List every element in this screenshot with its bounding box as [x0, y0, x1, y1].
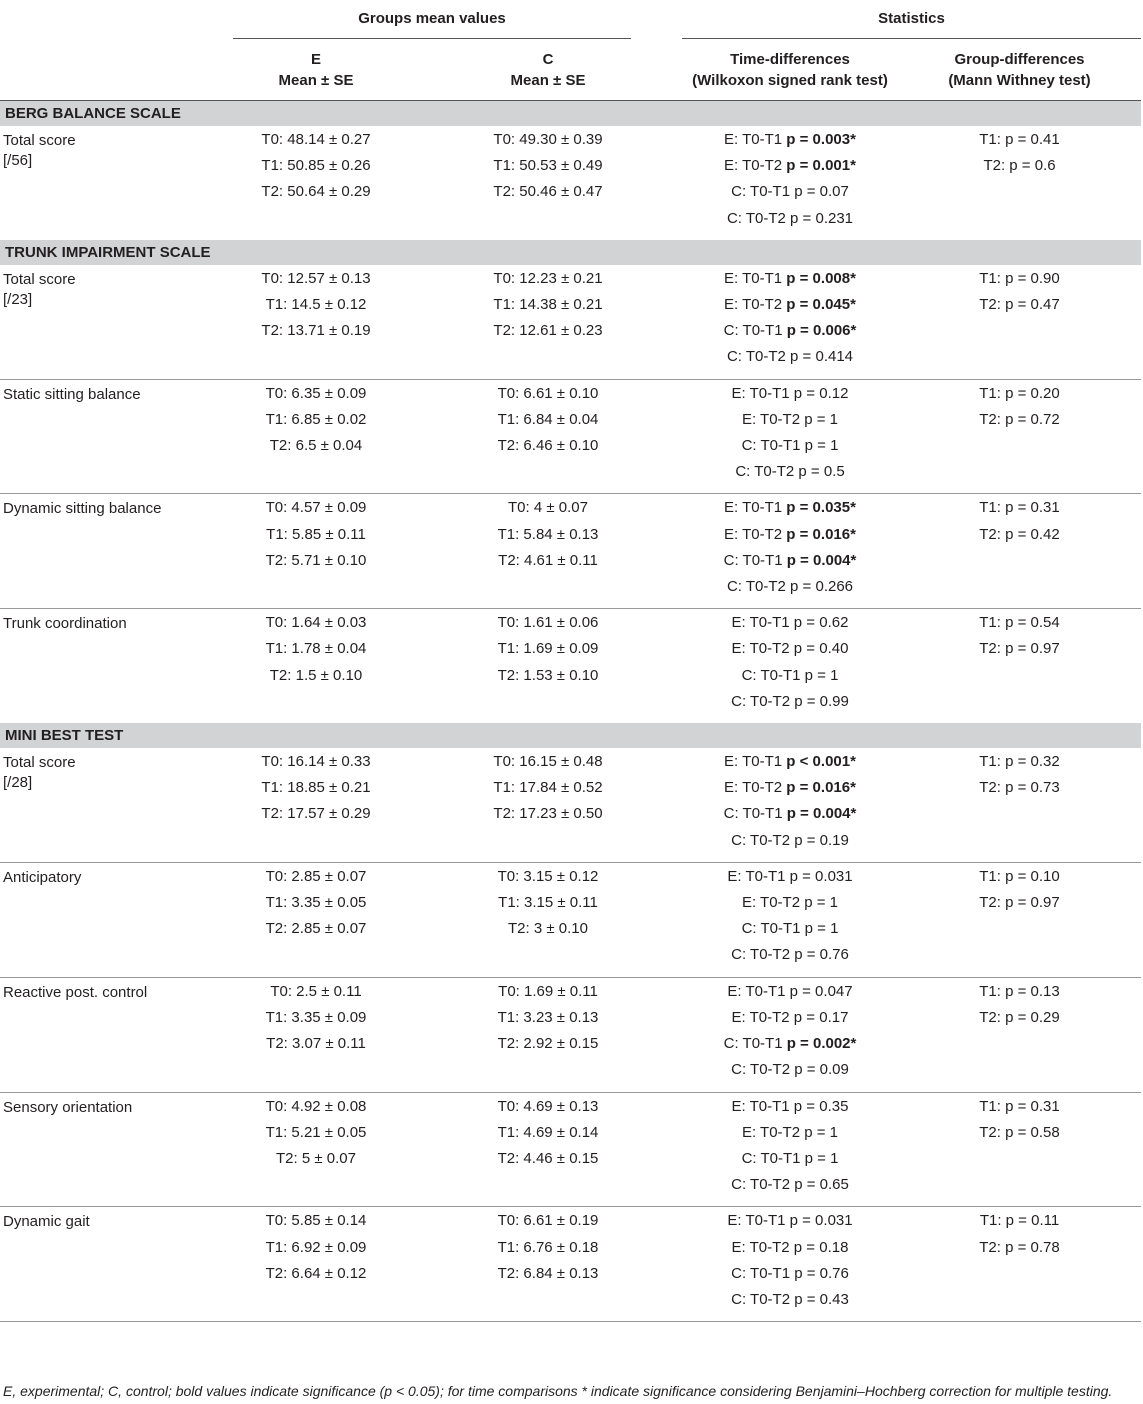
comparison-label: C: T0-T1	[731, 1264, 791, 1282]
comparison-label: E: T0-T2	[724, 779, 783, 797]
group-c-value: T1: 6.84 ± 0.04	[497, 410, 599, 428]
significant-p-value: p = 0.008*	[786, 269, 856, 287]
p-value: p = 1	[804, 410, 839, 428]
group-c-values	[465, 1207, 631, 1322]
group-e-value: T0: 4.57 ± 0.09	[265, 499, 367, 517]
p-value: p = 1	[804, 437, 839, 455]
measure-label: Total score	[3, 132, 76, 149]
table-row	[0, 494, 1141, 609]
time-difference-entry	[682, 344, 898, 370]
time-difference-entry	[682, 127, 898, 153]
comparison-label: E: T0-T1	[727, 982, 786, 1000]
group-e-value: T0: 1.64 ± 0.03	[265, 614, 367, 632]
time-differences	[682, 1092, 898, 1207]
measure-label-cell	[0, 494, 233, 609]
p-value: p = 0.43	[794, 1290, 849, 1308]
group-difference-entry: T2: p = 0.58	[979, 1123, 1060, 1141]
comparison-label: C: T0-T2	[731, 1290, 791, 1308]
comparison-label: E: T0-T2	[724, 525, 783, 543]
comparison-label: E: T0-T1	[727, 867, 786, 885]
group-difference-entry: T1: p = 0.20	[979, 384, 1060, 402]
comparison-label: C: T0-T2	[731, 831, 791, 849]
group-difference-entry: T1: p = 0.31	[979, 499, 1060, 517]
comparison-label: E: T0-T2	[741, 410, 801, 428]
group-differences	[898, 1092, 1141, 1207]
comparison-label: C: T0-T2	[731, 692, 791, 710]
comparison-label: E: T0-T2	[731, 1238, 790, 1256]
group-e-values	[233, 1207, 399, 1322]
time-difference-entry	[682, 749, 898, 775]
group-differences	[898, 265, 1141, 379]
group-e-values	[233, 609, 399, 723]
time-difference-entry	[682, 1094, 898, 1120]
group-e-value: T1: 50.85 ± 0.26	[261, 157, 371, 175]
group-difference-entry: T2: p = 0.42	[979, 525, 1060, 543]
time-difference-entry	[682, 522, 898, 548]
group-c-value: T0: 12.23 ± 0.21	[493, 269, 603, 287]
time-difference-entry	[682, 292, 898, 318]
table-row	[0, 977, 1141, 1092]
group-e-values	[233, 379, 399, 494]
comparison-label: E: T0-T1	[731, 1097, 790, 1115]
group-difference-entry: T1: p = 0.31	[979, 1097, 1060, 1115]
measure-label-cell	[0, 748, 233, 862]
group-c-values	[465, 748, 631, 862]
time-difference-entry	[682, 1261, 898, 1287]
measure-label: Dynamic sitting balance	[3, 500, 162, 518]
section-title: TRUNK IMPAIRMENT SCALE	[0, 240, 1141, 265]
group-c-value: T1: 4.69 ± 0.14	[497, 1123, 599, 1141]
group-e-values	[233, 862, 399, 977]
section-title: MINI BEST TEST	[0, 723, 1141, 748]
time-difference-entry	[682, 179, 898, 205]
time-difference-entry	[682, 1005, 898, 1031]
group-differences	[898, 126, 1141, 240]
table-row	[0, 1207, 1141, 1322]
p-value: p = 1	[804, 894, 839, 912]
time-difference-entry	[682, 407, 898, 433]
time-difference-entry	[682, 548, 898, 574]
group-differences	[898, 609, 1141, 723]
comparison-label: C: T0-T1	[723, 805, 783, 823]
group-difference-entry: T1: p = 0.90	[979, 269, 1060, 287]
comparison-label: C: T0-T2	[726, 209, 786, 227]
group-c-value: T1: 6.76 ± 0.18	[497, 1238, 599, 1256]
table-row	[0, 609, 1141, 723]
significant-p-value: p = 0.004*	[786, 805, 857, 823]
p-value: p = 0.65	[794, 1176, 849, 1194]
comparison-label: E: T0-T1	[731, 614, 790, 632]
group-c-value: T2: 3 ± 0.10	[508, 920, 588, 938]
significant-p-value: p = 0.006*	[786, 322, 857, 340]
table-row	[0, 379, 1141, 494]
time-difference-entry	[682, 1235, 898, 1261]
group-c-value: T0: 1.69 ± 0.11	[498, 982, 598, 1000]
table-row	[0, 126, 1141, 240]
time-differences	[682, 862, 898, 977]
group-c-value: T2: 1.53 ± 0.10	[497, 666, 599, 684]
comparison-label: E: T0-T1	[731, 384, 790, 402]
group-e-value: T1: 6.92 ± 0.09	[265, 1238, 367, 1256]
group-difference-entry: T1: p = 0.41	[979, 131, 1060, 148]
group-c-values	[465, 265, 631, 379]
p-value: p = 0.5	[798, 463, 845, 481]
group-difference-entry: T2: p = 0.73	[979, 779, 1060, 797]
group-e-value: T1: 3.35 ± 0.05	[265, 894, 367, 912]
measure-label-cell	[0, 609, 233, 723]
time-difference-entry	[682, 153, 898, 179]
measure-label-cell	[0, 977, 233, 1092]
group-c-value: T2: 50.46 ± 0.47	[493, 183, 603, 201]
measure-label: Reactive post. control	[3, 983, 148, 1001]
group-c-values	[465, 977, 631, 1092]
significant-p-value: p = 0.002*	[786, 1035, 857, 1053]
time-difference-entry	[682, 459, 898, 485]
section-header-row	[0, 101, 1141, 127]
group-e-value: T1: 5.85 ± 0.11	[266, 525, 366, 543]
group-e-value: T0: 5.85 ± 0.14	[265, 1212, 367, 1230]
group-c-values	[465, 379, 631, 494]
time-difference-entry	[682, 1208, 898, 1234]
comparison-label: C: T0-T1	[741, 437, 801, 455]
time-differences	[682, 379, 898, 494]
measure-label-cell	[0, 265, 233, 379]
time-differences	[682, 748, 898, 862]
time-differences	[682, 126, 898, 240]
group-differences	[898, 748, 1141, 862]
table-row	[0, 1092, 1141, 1207]
measure-label-cell	[0, 1207, 233, 1322]
comparison-label: C: T0-T2	[735, 463, 795, 481]
comparison-label: C: T0-T2	[731, 1061, 791, 1079]
comparison-label: E: T0-T1	[724, 753, 783, 771]
groups-mean-values-header: Groups mean values	[233, 0, 631, 40]
group-c-values	[465, 494, 631, 609]
significant-p-value: p = 0.004*	[786, 551, 857, 569]
p-value: p = 0.266	[790, 578, 854, 596]
table-footnote: E, experimental; C, control; bold values indicate significance (p < 0.05); for time comparisons * indicate significance considering Benjamini–Hochberg correction for multiple testing.	[3, 1383, 1113, 1399]
table-row	[0, 748, 1141, 862]
group-difference-entry: T2: p = 0.6	[983, 157, 1056, 175]
significant-p-value: p = 0.003*	[786, 131, 856, 148]
time-difference-entry	[682, 828, 898, 854]
group-differences	[898, 494, 1141, 609]
comparison-label: E: T0-T2	[724, 296, 783, 314]
section-header-row	[0, 723, 1141, 748]
significant-p-value: p < 0.001*	[786, 753, 856, 771]
group-differences	[898, 379, 1141, 494]
time-difference-entry	[682, 979, 898, 1005]
group-e-value: T2: 5.71 ± 0.10	[265, 551, 367, 569]
measure-label: Anticipatory	[3, 868, 82, 886]
measure-label-cell	[0, 1092, 233, 1207]
group-difference-entry: T2: p = 0.29	[979, 1008, 1060, 1026]
group-c-value: T1: 5.84 ± 0.13	[497, 525, 599, 543]
table-header	[0, 0, 1141, 101]
group-difference-entry: T2: p = 0.78	[979, 1238, 1060, 1256]
group-differences	[898, 977, 1141, 1092]
group-c-value: T2: 6.46 ± 0.10	[497, 437, 599, 455]
time-differences	[682, 494, 898, 609]
time-difference-entry	[682, 942, 898, 968]
measure-range: [/23]	[3, 290, 33, 308]
time-difference-entry	[682, 864, 898, 890]
group-e-value: T2: 6.64 ± 0.12	[265, 1264, 367, 1282]
group-e-value: T1: 18.85 ± 0.21	[261, 779, 371, 797]
measure-label-cell	[0, 379, 233, 494]
time-difference-entry	[682, 1172, 898, 1198]
group-c-value: T1: 1.69 ± 0.09	[497, 640, 599, 658]
column-c-header: C Mean ± SE	[465, 40, 631, 101]
time-difference-entry	[682, 206, 898, 232]
measure-label: Static sitting balance	[3, 385, 141, 403]
section-header-row	[0, 240, 1141, 265]
measure-label: Dynamic gait	[3, 1213, 90, 1231]
p-value: p = 0.18	[793, 1238, 849, 1256]
time-differences	[682, 265, 898, 379]
comparison-label: E: T0-T1	[724, 131, 783, 148]
group-e-value: T0: 16.14 ± 0.33	[261, 753, 371, 771]
group-e-value: T2: 1.5 ± 0.10	[269, 666, 363, 684]
group-e-value: T2: 5 ± 0.07	[276, 1149, 356, 1167]
comparison-label: C: T0-T1	[723, 551, 783, 569]
group-e-value: T1: 14.5 ± 0.12	[265, 296, 367, 314]
p-value: p = 0.40	[793, 640, 849, 658]
p-value: p = 0.07	[794, 183, 849, 201]
group-difference-entry: T2: p = 0.97	[979, 640, 1060, 658]
p-value: p = 1	[804, 1149, 839, 1167]
group-e-value: T2: 13.71 ± 0.19	[261, 322, 371, 340]
p-value: p = 0.09	[794, 1061, 849, 1079]
group-c-value: T0: 6.61 ± 0.10	[497, 384, 599, 402]
comparison-label: C: T0-T1	[741, 920, 801, 938]
time-differences	[682, 609, 898, 723]
group-c-values	[465, 609, 631, 723]
comparison-label: E: T0-T1	[727, 1212, 786, 1230]
comparison-label: C: T0-T1	[723, 322, 783, 340]
measure-label-cell	[0, 126, 233, 240]
time-difference-entry	[682, 1120, 898, 1146]
comparison-label: E: T0-T2	[724, 157, 783, 175]
time-differences	[682, 1207, 898, 1322]
time-differences	[682, 977, 898, 1092]
group-e-value: T2: 6.5 ± 0.04	[269, 437, 363, 455]
significant-p-value: p = 0.035*	[786, 499, 856, 517]
comparison-label: C: T0-T1	[723, 1035, 783, 1053]
time-difference-entry	[682, 266, 898, 292]
group-c-value: T0: 6.61 ± 0.19	[497, 1212, 599, 1230]
measure-label: Trunk coordination	[3, 615, 127, 633]
comparison-label: E: T0-T1	[724, 269, 783, 287]
table-row	[0, 862, 1141, 977]
group-e-value: T0: 2.5 ± 0.11	[270, 982, 362, 1000]
p-value: p = 0.19	[794, 831, 849, 849]
p-value: p = 0.99	[794, 692, 849, 710]
group-difference-entry: T2: p = 0.72	[979, 410, 1060, 428]
group-c-values	[465, 1092, 631, 1207]
group-c-value: T1: 3.23 ± 0.13	[497, 1008, 599, 1026]
significant-p-value: p = 0.045*	[786, 296, 856, 314]
comparison-label: C: T0-T2	[726, 578, 786, 596]
time-difference-entry	[682, 1031, 898, 1057]
group-c-value: T0: 49.30 ± 0.39	[493, 131, 603, 148]
time-difference-entry	[682, 775, 898, 801]
group-c-value: T1: 14.38 ± 0.21	[493, 296, 603, 314]
p-value: p = 1	[804, 1123, 839, 1141]
group-c-values	[465, 862, 631, 977]
group-c-values	[465, 126, 631, 240]
p-value: p = 1	[804, 920, 839, 938]
group-c-value: T2: 6.84 ± 0.13	[497, 1264, 599, 1282]
statistics-header: Statistics	[682, 0, 1141, 40]
group-c-value: T2: 4.46 ± 0.15	[497, 1149, 599, 1167]
measure-label-cell	[0, 862, 233, 977]
table-body	[0, 101, 1141, 1322]
time-difference-entry	[682, 1057, 898, 1083]
time-difference-entry	[682, 663, 898, 689]
group-difference-entry: T2: p = 0.47	[979, 296, 1060, 314]
comparison-label: C: T0-T2	[731, 946, 791, 964]
measure-label: Sensory orientation	[3, 1098, 133, 1116]
group-difference-entry: T1: p = 0.11	[979, 1212, 1060, 1230]
group-c-value: T0: 4 ± 0.07	[508, 499, 588, 517]
column-group-differences-header: Group-differences (Mann Withney test)	[898, 40, 1141, 101]
group-e-values	[233, 1092, 399, 1207]
group-e-values	[233, 126, 399, 240]
group-c-value: T1: 50.53 ± 0.49	[493, 157, 603, 175]
group-c-value: T0: 1.61 ± 0.06	[497, 614, 599, 632]
comparison-label: E: T0-T2	[731, 640, 790, 658]
column-time-differences-header: Time-differences (Wilkoxon signed rank test)	[682, 40, 898, 101]
time-difference-entry	[682, 689, 898, 715]
p-value: p = 0.76	[794, 946, 849, 964]
p-value: p = 0.62	[793, 614, 849, 632]
group-e-values	[233, 748, 399, 862]
group-e-value: T2: 17.57 ± 0.29	[261, 805, 371, 823]
p-value: p = 0.76	[794, 1264, 849, 1282]
measure-label: Total score	[3, 754, 76, 772]
p-value: p = 0.12	[793, 384, 849, 402]
p-value: p = 0.047	[789, 982, 853, 1000]
p-value: p = 1	[804, 666, 839, 684]
group-e-value: T1: 3.35 ± 0.09	[265, 1008, 367, 1026]
group-c-value: T2: 17.23 ± 0.50	[493, 805, 603, 823]
comparison-label: C: T0-T1	[731, 183, 791, 201]
measure-range: [/28]	[3, 774, 33, 792]
group-c-value: T2: 12.61 ± 0.23	[493, 322, 603, 340]
group-e-value: T0: 2.85 ± 0.07	[265, 867, 367, 885]
group-differences	[898, 1207, 1141, 1322]
time-difference-entry	[682, 1287, 898, 1313]
time-difference-entry	[682, 636, 898, 662]
group-e-value: T0: 12.57 ± 0.13	[261, 269, 371, 287]
comparison-label: E: T0-T2	[731, 1008, 790, 1026]
group-difference-entry: T1: p = 0.32	[979, 753, 1060, 771]
p-value: p = 0.414	[790, 348, 854, 366]
time-difference-entry	[682, 801, 898, 827]
table-row	[0, 265, 1141, 379]
measure-range: [/56]	[3, 152, 33, 169]
group-difference-entry: T1: p = 0.13	[979, 982, 1060, 1000]
group-e-value: T0: 6.35 ± 0.09	[265, 384, 367, 402]
comparison-label: C: T0-T2	[726, 348, 786, 366]
group-difference-entry: T1: p = 0.10	[979, 867, 1060, 885]
group-e-value: T2: 3.07 ± 0.11	[266, 1035, 366, 1053]
group-e-value: T1: 5.21 ± 0.05	[265, 1123, 367, 1141]
group-e-value: T2: 2.85 ± 0.07	[265, 920, 367, 938]
p-value: p = 0.031	[789, 1212, 853, 1230]
group-c-value: T1: 3.15 ± 0.11	[498, 894, 598, 912]
time-difference-entry	[682, 495, 898, 521]
group-e-value: T0: 48.14 ± 0.27	[261, 131, 371, 148]
time-difference-entry	[682, 890, 898, 916]
group-e-value: T2: 50.64 ± 0.29	[261, 183, 371, 201]
significant-p-value: p = 0.016*	[786, 525, 856, 543]
group-difference-entry: T2: p = 0.97	[979, 894, 1060, 912]
comparison-label: C: T0-T1	[741, 666, 801, 684]
group-e-value: T1: 1.78 ± 0.04	[265, 640, 367, 658]
time-difference-entry	[682, 610, 898, 636]
comparison-label: C: T0-T2	[731, 1176, 791, 1194]
group-difference-entry: T1: p = 0.54	[979, 614, 1060, 632]
significant-p-value: p = 0.001*	[786, 157, 856, 175]
group-e-value: T1: 6.85 ± 0.02	[265, 410, 367, 428]
comparison-label: E: T0-T1	[724, 499, 783, 517]
time-difference-entry	[682, 381, 898, 407]
time-difference-entry	[682, 318, 898, 344]
group-c-value: T0: 16.15 ± 0.48	[493, 753, 603, 771]
p-value: p = 0.35	[793, 1097, 849, 1115]
comparison-label: C: T0-T1	[741, 1149, 801, 1167]
time-difference-entry	[682, 1146, 898, 1172]
group-c-value: T2: 4.61 ± 0.11	[498, 551, 598, 569]
p-value: p = 0.231	[790, 209, 854, 227]
group-differences	[898, 862, 1141, 977]
group-c-value: T0: 3.15 ± 0.12	[497, 867, 599, 885]
p-value: p = 0.17	[793, 1008, 849, 1026]
group-c-value: T0: 4.69 ± 0.13	[497, 1097, 599, 1115]
comparison-label: E: T0-T2	[741, 894, 801, 912]
measure-label: Total score	[3, 270, 76, 288]
p-value: p = 0.031	[789, 867, 853, 885]
comparison-label: E: T0-T2	[741, 1123, 801, 1141]
group-e-value: T0: 4.92 ± 0.08	[265, 1097, 367, 1115]
group-c-value: T1: 17.84 ± 0.52	[493, 779, 603, 797]
group-e-values	[233, 977, 399, 1092]
time-difference-entry	[682, 916, 898, 942]
section-title: BERG BALANCE SCALE	[0, 101, 1141, 127]
significant-p-value: p = 0.016*	[786, 779, 856, 797]
column-e-header: E Mean ± SE	[233, 40, 399, 101]
time-difference-entry	[682, 574, 898, 600]
group-e-values	[233, 265, 399, 379]
time-difference-entry	[682, 433, 898, 459]
group-c-value: T2: 2.92 ± 0.15	[497, 1035, 599, 1053]
group-e-values	[233, 494, 399, 609]
